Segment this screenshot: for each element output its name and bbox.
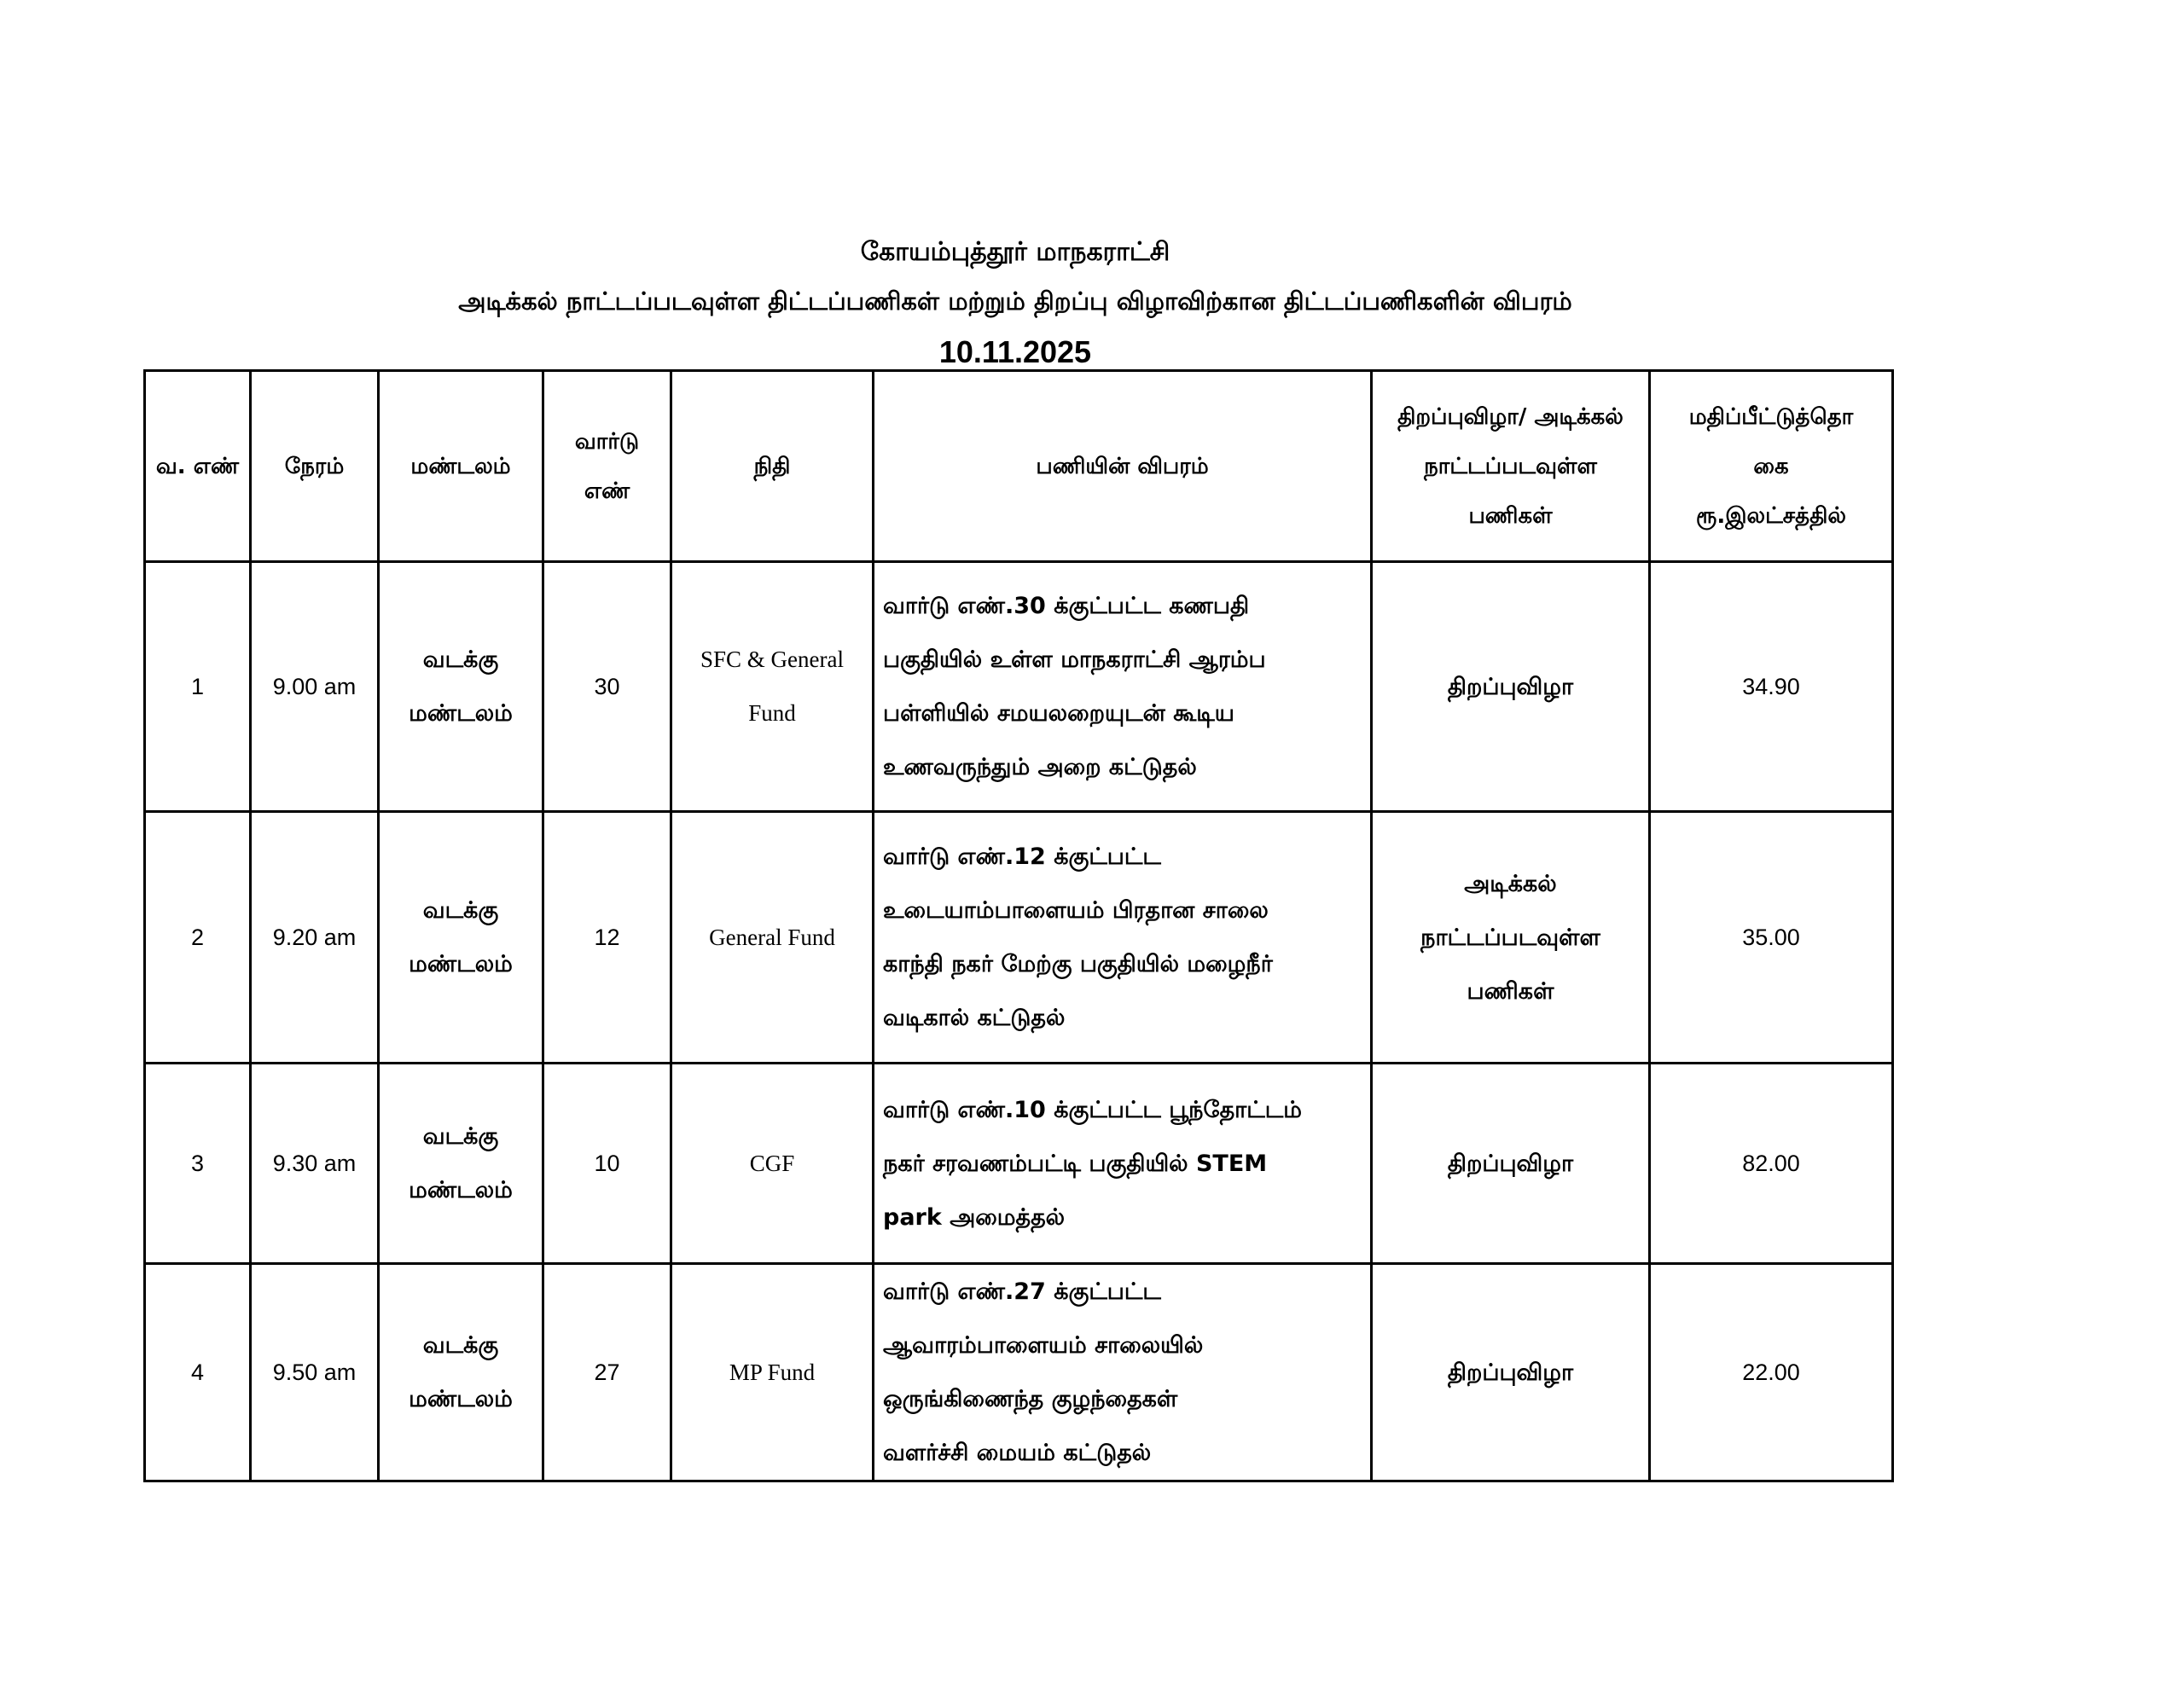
cell-work-type [1372,812,1650,1064]
document-date: 10.11.2025 [938,334,1092,369]
cell-work-type-line2: நாட்டப்படவுள்ள [1420,924,1600,951]
cell-zone-line2: மண்டலம் [409,1386,513,1412]
cell-work-line2: உடையாம்பாளையம் பிரதான சாலை [883,897,1269,924]
cell-work-type [1372,1264,1650,1481]
header-estimate-line2: கை [1753,453,1789,479]
cell-zone [379,562,543,812]
cell-work-type [1372,1064,1650,1264]
cell-zone-line1: வடக்கு [422,1332,499,1359]
cell-serial-no: 1 [145,562,251,812]
cell-work-line2: பகுதியில் உள்ள மாநகராட்சி ஆரம்ப [883,646,1266,673]
header-ward-no [543,371,671,562]
cell-estimate: 34.90 [1650,562,1893,812]
cell-time: 9.20 am [251,812,379,1064]
header-work-type-line2: நாட்டப்படவுள்ள [1424,453,1597,479]
cell-work-type-line1: திறப்புவிழா [1447,1150,1574,1177]
cell-ward-no: 12 [543,812,671,1064]
cell-estimate: 35.00 [1650,812,1893,1064]
cell-serial-no: 3 [145,1064,251,1264]
cell-work-details [874,1064,1372,1264]
cell-work-line3: காந்தி நகர் மேற்கு பகுதியில் மழைநீர் [883,951,1273,977]
table-header-row [145,371,1893,562]
cell-ward-no: 10 [543,1064,671,1264]
cell-fund-line1: CGF [749,1150,795,1176]
cell-serial-no: 4 [145,1264,251,1481]
cell-work-line4: உணவருந்தும் அறை கட்டுதல் [883,754,1197,780]
corporation-title: கோயம்புத்தூர் மாநகராட்சி [860,237,1170,267]
cell-ward-no: 30 [543,562,671,812]
cell-work-line3: ஒருங்கிணைந்த குழந்தைகள் [883,1386,1178,1412]
cell-work-line4: வடிகால் கட்டுதல் [883,1005,1066,1031]
cell-fund [671,1264,874,1481]
header-estimate [1650,371,1893,562]
cell-work-line1: வார்டு எண்.10 க்குட்பட்ட பூந்தோட்டம் [883,1096,1302,1123]
header-work-details: பணியின் விபரம் [874,371,1372,562]
cell-zone-line2: மண்டலம் [409,700,513,727]
cell-zone [379,1264,543,1481]
cell-fund-line1: MP Fund [729,1359,816,1385]
cell-time: 9.30 am [251,1064,379,1264]
cell-work-line1: வார்டு எண்.27 க்குட்பட்ட [883,1278,1161,1305]
cell-work-line3: park அமைத்தல் [883,1203,1066,1231]
cell-fund-line1: General Fund [709,924,835,950]
cell-estimate: 22.00 [1650,1264,1893,1481]
cell-work-type-line3: பணிகள் [1467,977,1554,1005]
cell-zone-line1: வடக்கு [422,646,499,673]
cell-work-line1: வார்டு எண்.30 க்குட்பட்ட கணபதி [883,593,1250,619]
cell-time: 9.50 am [251,1264,379,1481]
cell-work-line1: வார்டு எண்.12 க்குட்பட்ட [883,844,1161,870]
cell-fund [671,562,874,812]
table-row [145,562,1893,812]
header-time: நேரம் [251,371,379,562]
cell-work-details [874,562,1372,812]
cell-ward-no: 27 [543,1264,671,1481]
cell-work-line2: ஆவாரம்பாளையம் சாலையில் [883,1332,1204,1359]
table-row [145,1264,1893,1481]
cell-serial-no: 2 [145,812,251,1064]
header-work-type-line3: பணிகள் [1468,502,1553,529]
cell-zone-line1: வடக்கு [422,1123,499,1150]
header-serial-no: வ. எண் [145,371,251,562]
cell-zone [379,1064,543,1264]
cell-work-type [1372,562,1650,812]
cell-zone-line2: மண்டலம் [409,951,513,977]
table-row [145,812,1893,1064]
header-work-type [1372,371,1650,562]
cell-fund-line2: Fund [748,700,796,726]
cell-work-line2: நகர் சரவணம்பட்டி பகுதியில் STEM [883,1150,1268,1177]
header-estimate-line3: ரூ.இலட்சத்தில் [1695,502,1847,529]
table-row [145,1064,1893,1264]
cell-work-details [874,812,1372,1064]
header-ward-line1: வார்டு [574,428,640,455]
cell-fund [671,1064,874,1264]
cell-fund-line1: SFC & General [700,646,844,672]
cell-work-details [874,1264,1372,1481]
header-work-type-line1: திறப்புவிழா/ அடிக்கல் [1397,403,1623,430]
cell-work-type-line1: அடிக்கல் [1464,870,1557,897]
cell-work-line3: பள்ளியில் சமயலறையுடன் கூடிய [883,700,1234,727]
cell-work-type-line1: திறப்புவிழா [1447,673,1574,700]
cell-work-line4: வளர்ச்சி மையம் கட்டுதல் [883,1440,1152,1466]
header-estimate-line1: மதிப்பீட்டுத்தொ [1688,403,1854,430]
cell-zone [379,812,543,1064]
cell-estimate: 82.00 [1650,1064,1893,1264]
header-fund: நிதி [671,371,874,562]
cell-work-type-line1: திறப்புவிழா [1447,1359,1574,1386]
header-zone: மண்டலம் [379,371,543,562]
cell-zone-line2: மண்டலம் [409,1177,513,1203]
header-ward-line2: எண் [584,478,630,504]
cell-fund [671,812,874,1064]
works-table [143,369,1894,1482]
document-subtitle: அடிக்கல் நாட்டப்படவுள்ள திட்டப்பணிகள் மற்றும் திறப்பு விழாவிற்கான திட்டப்பணிகளின் விபரம் [458,287,1572,316]
cell-time: 9.00 am [251,562,379,812]
cell-zone-line1: வடக்கு [422,897,499,924]
